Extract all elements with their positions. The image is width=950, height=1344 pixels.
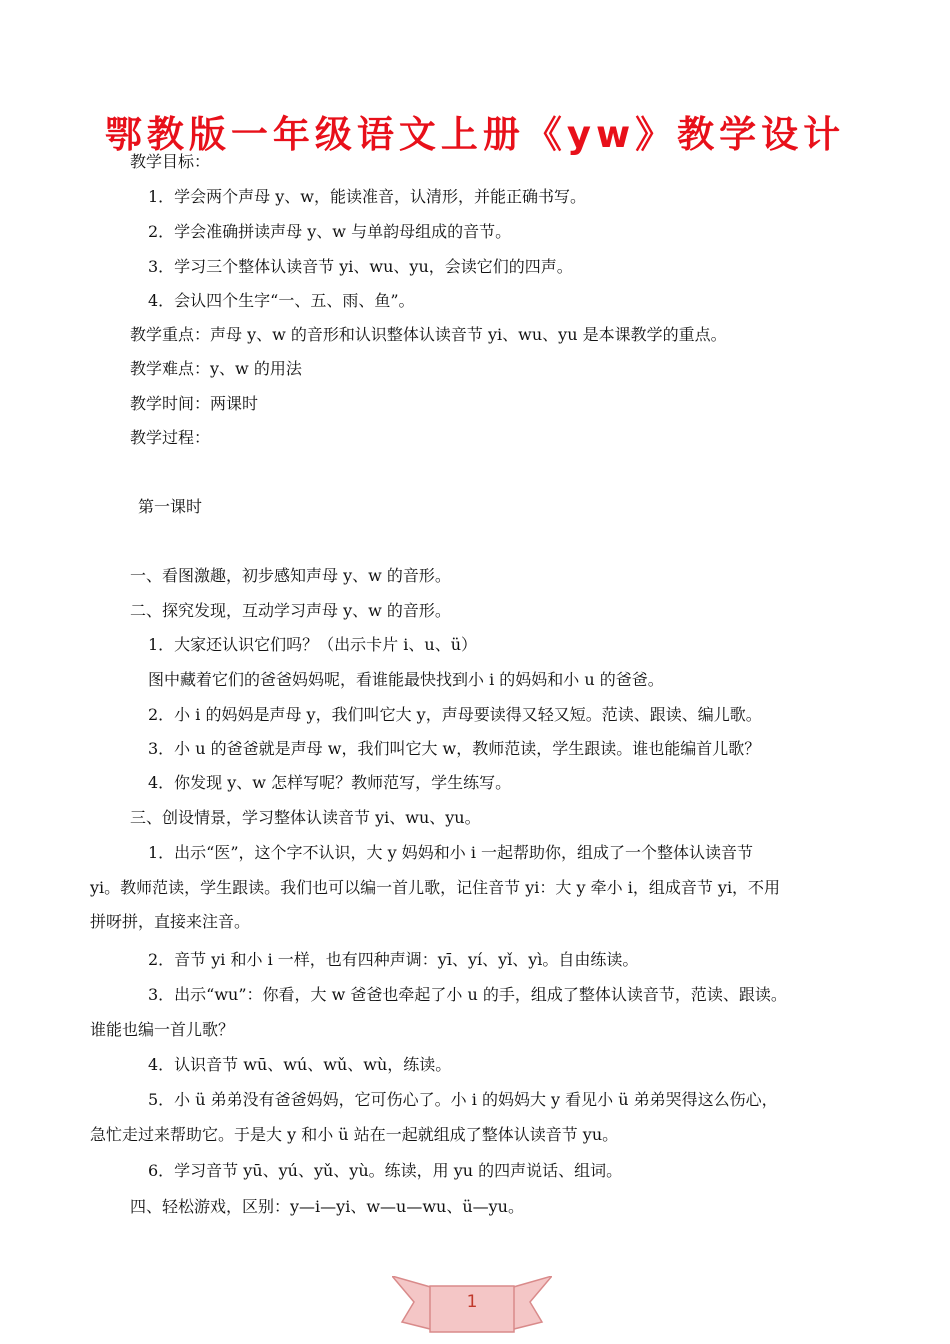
page-number-ribbon (392, 1276, 552, 1344)
lesson-heading: 第一课时 (138, 497, 203, 516)
step-item: 谁能也编一首儿歌？ (90, 1020, 235, 1039)
step-item: 图中藏着它们的爸爸妈妈呢，看谁能最快找到小 i 的妈妈和小 u 的爸爸。 (148, 670, 664, 689)
difficulty: 教学难点：y、w 的用法 (130, 359, 302, 378)
step-item: 1．出示“医”，这个字不认识，大 y 妈妈和小 i 一起帮助你，组成了一个整体认读音节 (148, 843, 754, 862)
step-item: 5．小 ü 弟弟没有爸爸妈妈，它可伤心了。小 i 的妈妈大 y 看见小 ü 弟弟哭得这么伤心， (148, 1090, 778, 1109)
goal-item: 2．学会准确拼读声母 y、w 与单韵母组成的音节。 (148, 222, 512, 241)
step-heading: 二、探究发现，互动学习声母 y、w 的音形。 (130, 601, 451, 620)
step-item: 6．学习音节 yū、yú、yǔ、yù。练读，用 yu 的四声说话、组词。 (148, 1161, 623, 1180)
step-item: 4．你发现 y、w 怎样写呢？教师范写，学生练写。 (148, 773, 512, 792)
step-item: 2．音节 yi 和小 i 一样，也有四种声调：yī、yí、yǐ、yì。自由练读。 (148, 950, 639, 969)
step-heading: 一、看图激趣，初步感知声母 y、w 的音形。 (130, 566, 451, 585)
goal-item: 4．会认四个生字“一、五、雨、鱼”。 (148, 291, 415, 310)
step-item: 3．出示“wu”：你看，大 w 爸爸也牵起了小 u 的手，组成了整体认读音节，范读、跟读。 (148, 985, 787, 1004)
teaching-time: 教学时间：两课时 (130, 394, 259, 413)
process-heading: 教学过程： (130, 428, 211, 447)
step-item: 3．小 u 的爸爸就是声母 w，我们叫它大 w，教师范读，学生跟读。谁也能编首儿歌？ (148, 739, 761, 758)
step-heading: 三、创设情景，学习整体认读音节 yi、wu、yu。 (130, 808, 481, 827)
goals-heading: 教学目标： (130, 152, 211, 171)
step-heading: 四、轻松游戏，区别：y—i—yi、w—u—wu、ü—yu。 (130, 1197, 524, 1216)
step-item: 急忙走过来帮助它。于是大 y 和小 ü 站在一起就组成了整体认读音节 yu。 (90, 1125, 619, 1144)
goal-item: 1．学会两个声母 y、w，能读准音，认清形，并能正确书写。 (148, 187, 587, 206)
step-item: 2．小 i 的妈妈是声母 y，我们叫它大 y，声母要读得又轻又短。范读、跟读、编儿歌。 (148, 705, 762, 724)
goal-item: 3．学习三个整体认读音节 yi、wu、yu，会读它们的四声。 (148, 257, 573, 276)
page-title: 鄂教版一年级语文上册《yw》教学设计 (104, 113, 846, 156)
step-item: yi。教师范读，学生跟读。我们也可以编一首儿歌，记住音节 yi：大 y 牵小 i，组成音节 yi，不用 (90, 878, 781, 897)
step-item: 1．大家还认识它们吗？（出示卡片 i、u、ü） (148, 635, 477, 654)
key-point: 教学重点：声母 y、w 的音形和认识整体认读音节 yi、wu、yu 是本课教学的重点。 (130, 325, 727, 344)
page-number: 1 (466, 1292, 478, 1312)
step-item: 拼呀拼，直接来注音。 (90, 912, 251, 931)
step-item: 4．认识音节 wū、wú、wǔ、wù，练读。 (148, 1055, 452, 1074)
